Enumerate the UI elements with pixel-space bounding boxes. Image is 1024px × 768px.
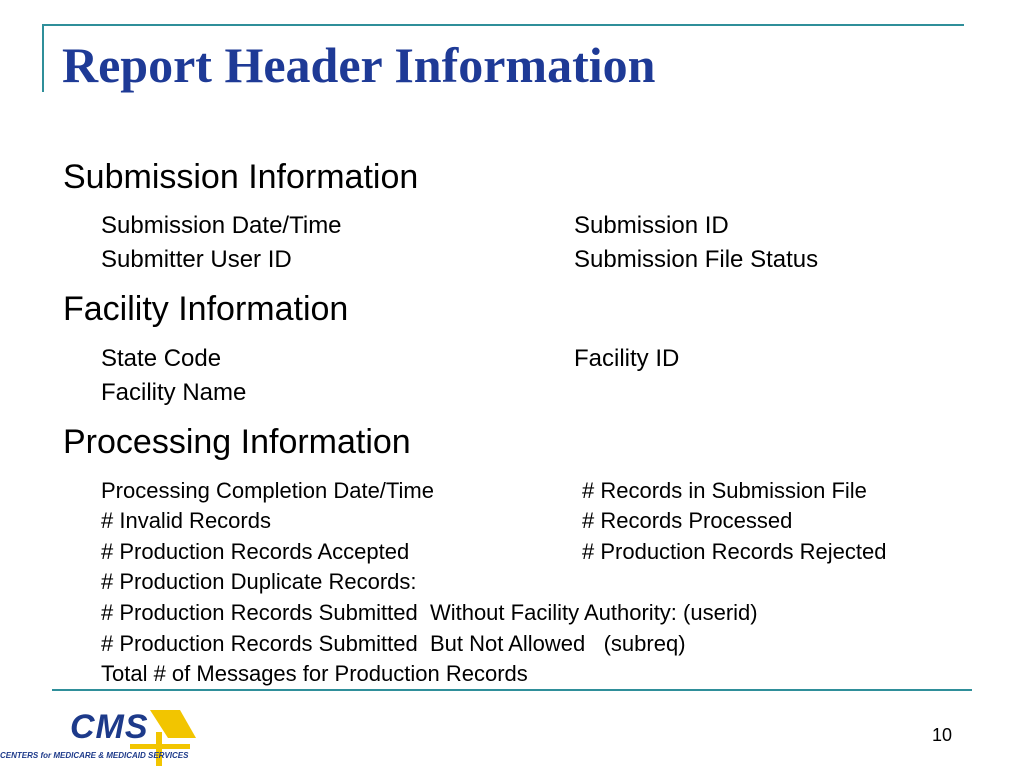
frame-top-line (42, 24, 964, 26)
field-facility-id: Facility ID (574, 345, 680, 372)
field-facility-name: Facility Name (101, 379, 247, 406)
section-heading-submission: Submission Information (63, 158, 419, 196)
cms-logo-tagline: CENTERS for MEDICARE & MEDICAID SERVICES (0, 751, 189, 760)
cms-logo-wordmark: CMS (70, 708, 149, 746)
frame-bottom-line (52, 689, 972, 691)
field-production-rejected: # Production Records Rejected (582, 539, 887, 564)
field-submitted-not-allowed: # Production Records Submitted But Not Allowed (subreq) (101, 631, 686, 656)
field-total-messages: Total # of Messages for Production Records (101, 661, 528, 686)
field-submitted-without-authority: # Production Records Submitted Without Facility Authority: (userid) (101, 600, 758, 625)
field-submitter-user-id: Submitter User ID (101, 246, 292, 273)
field-submission-datetime: Submission Date/Time (101, 212, 342, 239)
field-submission-id: Submission ID (574, 212, 729, 239)
page-number: 10 (932, 725, 953, 745)
field-state-code: State Code (101, 345, 222, 372)
section-heading-processing: Processing Information (63, 423, 411, 461)
field-records-processed: # Records Processed (582, 508, 793, 533)
section-heading-facility: Facility Information (63, 290, 349, 328)
field-submission-file-status: Submission File Status (574, 246, 819, 273)
slide-title: Report Header Information (62, 37, 656, 93)
field-processing-completion: Processing Completion Date/Time (101, 478, 434, 503)
frame-left-line (42, 24, 44, 92)
field-production-accepted: # Production Records Accepted (101, 539, 410, 564)
field-production-duplicates: # Production Duplicate Records: (101, 569, 417, 594)
field-records-in-file: # Records in Submission File (582, 478, 867, 503)
field-invalid-records: # Invalid Records (101, 508, 271, 533)
